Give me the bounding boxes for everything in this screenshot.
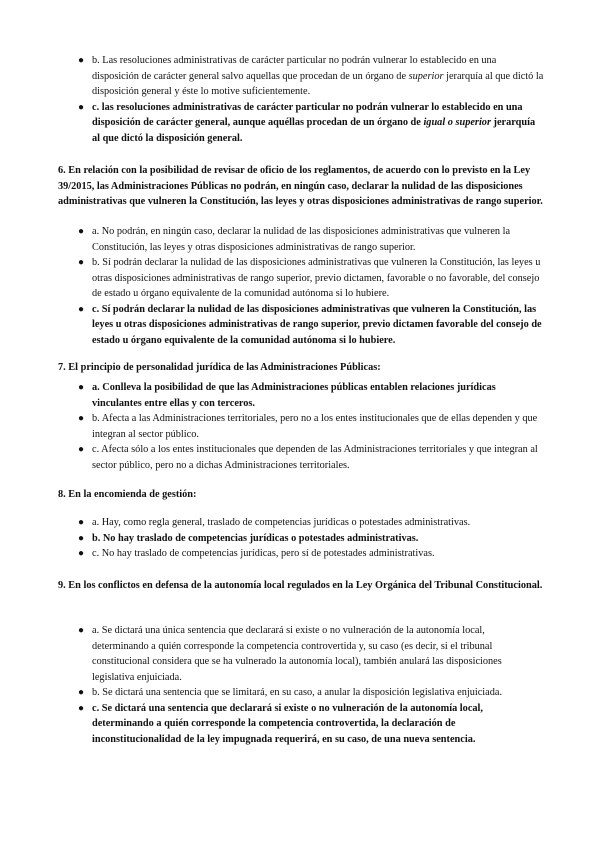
answer-option: [0, 531, 600, 547]
option-text: b. Afecta a las Administraciones territoriales, pero no a los entes institucionales que de ellas dependen y que integran al sector público.: [92, 413, 538, 440]
option-text: c. Afecta sólo a los entes institucionales que dependen de las Administraciones territoriales y que integran al sector público, pero no a dichas Administraciones territoriales.: [92, 444, 538, 471]
bullet-icon: ●: [78, 548, 85, 559]
question-6: 6. En relación con la posibilidad de revisar de oficio de los reglamentos, de acuerdo con lo previsto en la Ley 39/2015, las Administraciones Públicas no podrán, en ningún caso, declarar la nulidad de las disposiciones administrativas que vulneren la Constitución, las leyes y otras disposiciones administrativas de rango superior.: [58, 165, 543, 207]
bullet-icon: ●: [78, 382, 85, 393]
bullet-icon: ●: [78, 702, 85, 714]
emphasis-text: igual o superior: [423, 117, 491, 128]
bullet-icon: ●: [78, 413, 85, 424]
answer-option: [0, 515, 600, 531]
bullet-icon: ●: [78, 257, 85, 268]
option-text: a. Conlleva la posibilidad de que las Administraciones públicas entablen relaciones jurídicas vinculantes entre ellas y con terceros.: [92, 382, 496, 409]
bullet-icon: ●: [78, 625, 85, 636]
question-8: 8. En la encomienda de gestión:: [58, 489, 197, 500]
question-7: 7. El principio de personalidad jurídica de las Administraciones Públicas:: [58, 362, 381, 373]
answer-option: [0, 546, 600, 562]
bullet-icon: ●: [78, 532, 85, 544]
answer-option: [0, 685, 600, 701]
answer-option: [0, 442, 600, 473]
answer-option: [0, 224, 600, 255]
answer-option: [0, 53, 600, 100]
options-question-6: [0, 224, 600, 348]
answer-option: [0, 411, 600, 442]
option-text: b. No hay traslado de competencias jurídicas o potestades administrativas.: [92, 532, 419, 544]
option-text: jerarquía al que dictó la disposición general.: [92, 117, 536, 144]
option-text: a. Se dictará una única sentencia que declarará si existe o no vulneración de la autonomía local, determinando a quién corresponde la competencia controvertida y, su caso (es decir, si el tribunal constitucional considera que se ha vulnerado la autonomía local), también anulará las disposiciones legislativa enjuiciada.: [92, 625, 502, 683]
option-text: c. No hay traslado de competencias jurídicas, pero sí de potestades administrativas.: [92, 548, 435, 559]
option-text: a. Hay, como regla general, traslado de competencias jurídicas o potestades administrativas.: [92, 517, 471, 528]
answer-option: [0, 100, 600, 147]
bullet-icon: ●: [78, 303, 85, 315]
option-text: c. Se dictará una sentencia que declarará si existe o no vulneración de la autonomía local, determinando a quién corresponde la competencia controvertida, la declaración de inconstitucionalidad de la ley impugnada requerirá, en su caso, de una nueva sentencia.: [92, 702, 483, 745]
answer-option: [0, 255, 600, 302]
options-question-7: [0, 380, 600, 473]
option-text: b. Sí podrán declarar la nulidad de las disposiciones administrativas que vulneren la Constitución, las leyes u otras disposiciones administrativas de rango superior, previo dictamen, favorable o no favorable, del consejo de estado u órgano equivalente de la comunidad autónoma si lo hubiere.: [92, 257, 541, 299]
options-block-0: [0, 53, 600, 146]
option-text: b. Se dictará una sentencia que se limitará, en su caso, a anular la disposición legislativa enjuiciada.: [92, 687, 503, 698]
question-9: 9. En los conflictos en defensa de la autonomía local regulados en la Ley Orgánica del Tribunal Constitucional.: [58, 580, 543, 591]
bullet-icon: ●: [78, 101, 85, 113]
option-text: a. No podrán, en ningún caso, declarar la nulidad de las disposiciones administrativas que vulneren la Constitución, las leyes y otras disposiciones administrativas de rango superior.: [92, 226, 511, 253]
bullet-icon: ●: [78, 687, 85, 698]
answer-option: [0, 623, 600, 685]
bullet-icon: ●: [78, 226, 85, 237]
bullet-icon: ●: [78, 55, 85, 66]
option-text: c. las resoluciones administrativas de carácter particular no podrán vulnerar lo establecido en una disposición de carácter general, aunque aquéllas procedan de un órgano de: [92, 101, 523, 128]
option-text: b. Las resoluciones administrativas de carácter particular no podrán vulnerar lo establecido en una disposición de carácter general salvo aquellas que procedan de un órgano de: [92, 55, 497, 82]
bullet-icon: ●: [78, 517, 85, 528]
options-question-8: [0, 515, 600, 562]
answer-option: [0, 701, 600, 748]
options-question-9: [0, 623, 600, 747]
answer-option: [0, 302, 600, 349]
option-text: c. Sí podrán declarar la nulidad de las disposiciones administrativas que vulneren la Constitución, las leyes u otras disposiciones administrativas de rango superior, previo dictamen favorable del consejo de estado u órgano equivalente de la comunidad autónoma si lo hubiere.: [92, 303, 542, 346]
bullet-icon: ●: [78, 444, 85, 455]
answer-option: [0, 380, 600, 411]
option-text: jerarquía al que dictó la disposición general y éste lo motive suficientemente.: [92, 70, 544, 97]
emphasis-text: superior: [408, 70, 444, 82]
